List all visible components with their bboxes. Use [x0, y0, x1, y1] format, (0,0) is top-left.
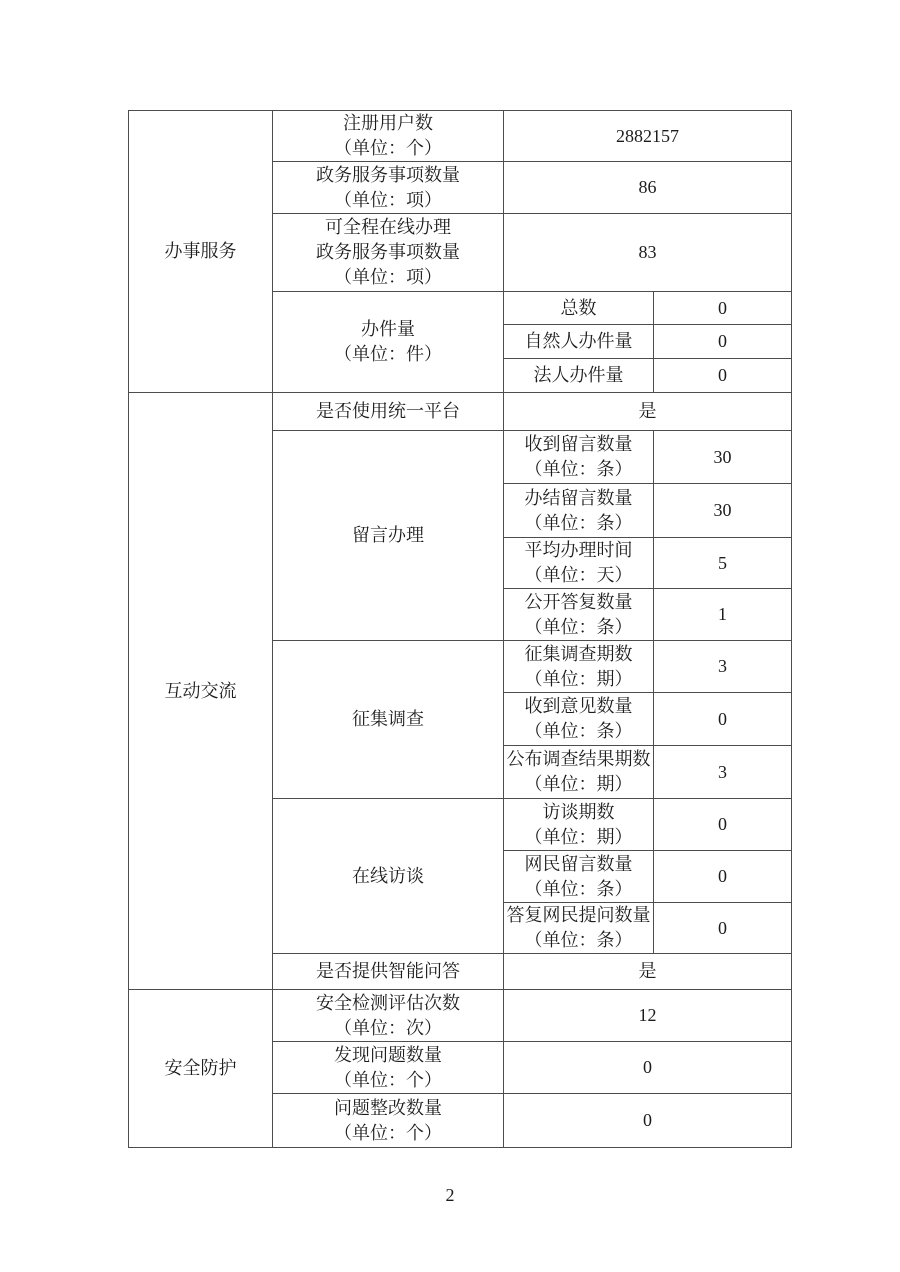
unified-platform-value: 是: [504, 393, 792, 431]
avg-handling-time-label: 平均办理时间 （单位：天）: [504, 538, 654, 589]
section-service-label: [129, 111, 273, 393]
unit-text: （单位：个）: [334, 1069, 442, 1091]
problems-rectified-label: 问题整改数量 （单位：个）: [273, 1094, 504, 1148]
cases-legal-person-value: 0: [654, 359, 792, 393]
messages-completed-label: 办结留言数量 （单位：条）: [504, 484, 654, 538]
section-interaction-label: [129, 393, 273, 990]
page-number: 2: [445, 1185, 455, 1205]
section-label-text: 安全防护: [164, 1058, 237, 1079]
messages-received-value: 30: [654, 431, 792, 484]
survey-issues-value: 3: [654, 641, 792, 693]
table-row: [129, 393, 792, 431]
smart-qa-label: 是否提供智能问答: [273, 954, 504, 990]
unit-text: （单位：条）: [524, 721, 633, 742]
section-label-text: 办事服务: [164, 241, 237, 262]
online-service-items-label: 可全程在线办理 政务服务事项数量 （单位：项）: [273, 214, 504, 292]
survey-results-published-label: 公布调查结果期数 （单位：期）: [504, 746, 654, 799]
cases-natural-person-label: 自然人办件量: [504, 325, 654, 359]
unit-text: （单位：项）: [334, 189, 442, 211]
netizen-questions-answered-label: 答复网民提问数量 （单位：条）: [504, 903, 654, 954]
unit-text: （单位：条）: [524, 878, 633, 900]
public-replies-label: 公开答复数量 （单位：条）: [504, 589, 654, 641]
interview-label: 在线访谈: [273, 799, 504, 954]
interview-sessions-value: 0: [654, 799, 792, 851]
security-assessments-value: 12: [504, 990, 792, 1042]
unit-text: （单位：天）: [524, 565, 633, 586]
unit-text: （单位：次）: [334, 1017, 442, 1039]
netizen-messages-label: 网民留言数量 （单位：条）: [504, 851, 654, 903]
unit-text: （单位：期）: [524, 774, 633, 795]
table-row: [129, 111, 792, 162]
netizen-questions-answered-value: 0: [654, 903, 792, 954]
unit-text: （单位：项）: [334, 267, 442, 288]
unit-text: （单位：条）: [524, 459, 633, 480]
problems-rectified-value: 0: [504, 1094, 792, 1148]
survey-issues-label: 征集调查期数 （单位：期）: [504, 641, 654, 693]
unit-text: （单位：条）: [524, 512, 633, 534]
interview-sessions-label: 访谈期数 （单位：期）: [504, 799, 654, 851]
service-items-value: 86: [504, 162, 792, 214]
table-row: [129, 990, 792, 1042]
unit-text: （单位：期）: [524, 826, 633, 848]
unit-text: （单位：条）: [524, 616, 633, 638]
unit-text: （单位：件）: [334, 344, 442, 365]
unit-text: （单位：个）: [334, 138, 442, 159]
survey-label: 征集调查: [273, 641, 504, 799]
avg-handling-time-value: 5: [654, 538, 792, 589]
netizen-messages-value: 0: [654, 851, 792, 903]
messages-completed-value: 30: [654, 484, 792, 538]
problems-found-value: 0: [504, 1042, 792, 1094]
service-items-label: 政务服务事项数量 （单位：项）: [273, 162, 504, 214]
registered-users-value: 2882157: [504, 111, 792, 162]
section-label-text: 互动交流: [164, 680, 237, 702]
smart-qa-value: 是: [504, 954, 792, 990]
messages-received-label: 收到留言数量 （单位：条）: [504, 431, 654, 484]
message-handling-label: 留言办理: [273, 431, 504, 641]
public-replies-value: 1: [654, 589, 792, 641]
unit-text: （单位：个）: [334, 1122, 442, 1144]
problems-found-label: 发现问题数量 （单位：个）: [273, 1042, 504, 1094]
unit-text: （单位：期）: [524, 668, 633, 690]
registered-users-label: 注册用户数 （单位：个）: [273, 111, 504, 162]
survey-results-published-value: 3: [654, 746, 792, 799]
cases-total-value: 0: [654, 292, 792, 325]
cases-handled-label: 办件量 （单位：件）: [273, 292, 504, 393]
opinions-received-value: 0: [654, 693, 792, 746]
section-security-label: [129, 990, 273, 1148]
unified-platform-label: 是否使用统一平台: [273, 393, 504, 431]
online-service-items-value: 83: [504, 214, 792, 292]
gov-website-report-table: [128, 110, 792, 1148]
opinions-received-label: 收到意见数量 （单位：条）: [504, 693, 654, 746]
cases-legal-person-label: 法人办件量: [504, 359, 654, 393]
cases-total-label: 总数: [504, 292, 654, 325]
cases-natural-person-value: 0: [654, 325, 792, 359]
unit-text: （单位：条）: [524, 930, 633, 951]
security-assessments-label: 安全检测评估次数 （单位：次）: [273, 990, 504, 1042]
